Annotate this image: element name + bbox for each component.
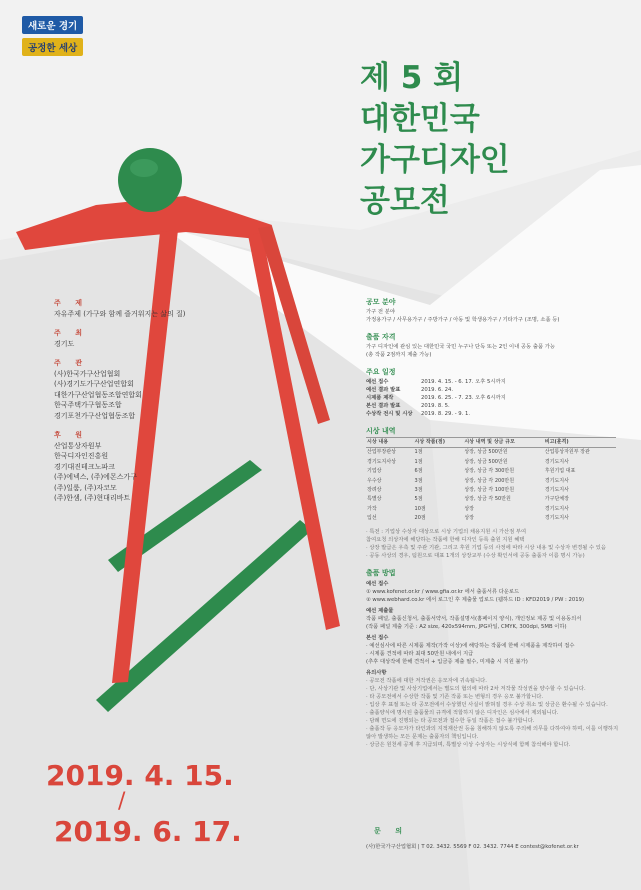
caution-line: · 공모전 작품에 대한 저작권은 응모자에 귀속됩니다.: [366, 677, 487, 684]
final-heading: 본선 접수: [366, 634, 389, 641]
table-cell: 경기도지사: [544, 487, 569, 494]
table-cell: 우수상: [367, 477, 382, 484]
schedule-list: [366, 378, 616, 418]
schedule-key: 시제품 제작: [366, 395, 394, 401]
organizer-item: (사)한국가구산업협회: [54, 369, 121, 378]
ball-highlight: [130, 159, 158, 177]
organizer-label: 주 관: [54, 359, 88, 367]
organizer-item: (사)경기도가구산업연합회: [54, 380, 134, 388]
docs-heading: 예선 제출물: [366, 607, 394, 614]
field-line: 가구 전 분야: [366, 309, 395, 315]
table-cell: 입선: [367, 515, 377, 522]
schedule-value: 2019. 8. 29. - 9. 1.: [421, 411, 471, 417]
qualification-line: (총 작품 2점까지 제출 가능): [366, 352, 432, 358]
table-cell: 경기도지사: [544, 505, 569, 512]
table-cell: 특별상: [367, 496, 382, 503]
title-line: 대한민국: [360, 101, 480, 137]
table-cell: 산업부장관상: [367, 449, 396, 456]
column-header: 시상 내용: [366, 438, 414, 448]
organizer-item: 한국주택가구협동조합: [54, 401, 122, 409]
table-row: [366, 458, 616, 467]
contest-details: [366, 298, 619, 749]
table-cell: 가구단체장: [544, 496, 569, 503]
schedule-key: 예선 결과 발표: [366, 387, 401, 393]
sponsor-item: (주)에넥스, (주)에몬스가구: [54, 473, 137, 481]
contact-line: (사)한국가구산업협회 | T 02. 3432. 5569 F 02. 3432. 7744 E contest@kofenet.or.kr: [366, 844, 579, 850]
start-date: 2019. 4. 15.: [46, 759, 234, 792]
caution-line: · 상금은 원천세 공제 후 지급되며, 특별상 이상 수상자는 시상식에 함께 참석해야 합니다.: [366, 741, 571, 748]
light-wall-panel: [0, 0, 641, 240]
table-row: [366, 448, 616, 458]
table-cell: 경기도지사: [544, 477, 569, 484]
sponsor-item: (주)일룸, (주)자코모: [54, 483, 117, 492]
host-label: 주 최: [54, 329, 88, 337]
table-cell: 상장, 상금 각 50만원: [464, 496, 511, 503]
subject-label: 주 제: [54, 299, 88, 307]
prelim-line: ① www.kofenet.or.kr / www.gfia.or.kr 에서 출품서류 다운로드: [366, 588, 520, 595]
sponsor-label: 후 원: [54, 431, 88, 439]
end-date: 2019. 6. 17.: [54, 815, 242, 848]
table-cell: 상장, 상금 각 200만원: [464, 477, 515, 484]
table-row: [366, 477, 616, 486]
title-line: 공모전: [360, 183, 450, 219]
table-row: [366, 486, 616, 495]
schedule-value: 2019. 8. 5.: [421, 403, 450, 409]
sponsor-item: 경기대진테크노파크: [54, 462, 115, 471]
table-cell: 상장, 상금 각 100만원: [464, 487, 515, 494]
table-row: [366, 514, 616, 523]
table-cell: 산업통상자원부 장관: [544, 449, 590, 456]
table-cell: 경기도지사: [544, 458, 569, 465]
awards-table: [366, 437, 616, 524]
sponsor-item: (주)한샘, (주)현대리바트: [54, 494, 131, 502]
table-cell: 상장, 상금 각 300만원: [464, 468, 515, 475]
final-line: · 시제품 견적에 따라 최대 50만원 내에서 지급: [366, 650, 474, 657]
caution-line: · 담례 면도에 진행되는 타 공모전과 접수한 동일 작품은 접수 불가합니다.: [366, 717, 535, 724]
subject-text: 자유주제 (가구와 함께 즐거워지는 삶의 질): [54, 309, 186, 318]
title-line: 가구디자인: [360, 142, 510, 178]
table-cell: 경기도지사상: [367, 458, 396, 465]
column-header: 시상 작품(점): [414, 438, 464, 448]
final-line: (추후 대상작에 한해 견적서 + 입금증 제출 필수, 미제출 시 지원 불가): [366, 658, 528, 665]
table-cell: 상장, 상금 500만원: [464, 458, 508, 465]
schedule-key: 본선 결과 발표: [366, 403, 401, 409]
table-row: [366, 495, 616, 504]
field-line: 가정용가구 / 사무용가구 / 주방가구 / 아동 및 학생용가구 / 기타가구 (조명, 소품 등): [366, 317, 560, 323]
schedule-key: 수상작 전시 및 시상: [366, 411, 413, 417]
table-cell: 6점: [414, 468, 423, 475]
caution-line: 않아 발생하는 모든 문제는 출품자의 책임입니다.: [366, 733, 479, 740]
organizer-info: [54, 298, 186, 504]
schedule-value: 2019. 4. 15. - 6. 17. 오후 5시까지: [421, 379, 506, 385]
table-row: [366, 467, 616, 476]
caution-line: · 단, 사상기관 및 사상기업에서는 별도의 협의에 따라 2차 저작물 작성권을 양수할 수 있습니다.: [366, 685, 586, 692]
award-note: · 상장 발급은 우측 및 주관 기관, 그리고 후원 기업 등의 사정에 따라 시상 내용 및 수상자 변경될 수 있음: [366, 544, 607, 551]
table-cell: 경기도지사: [544, 515, 569, 522]
caution-line: · 입상 후 표절 또는 타 공모전에서 수상했던 사실이 밝혀질 경우 수상 취소 및 상금은 환수될 수 있습니다.: [366, 701, 608, 708]
caution-line: · 타 공모전에서 수상한 작품 및 기존 작품 또는 변형의 경우 응모 불가합니다.: [366, 693, 544, 700]
award-note: · 공동 사상의 경우, 팀원으로 대표 1개의 상장교부 (수상 확인서에 공동 출품자 이름 명시 가능): [366, 552, 585, 559]
final-line: · 예선심사에 따른 시제품 제작(가작 이상)에 해당하는 작품에 한해 시제품을 제작하여 접수: [366, 642, 575, 649]
column-header: 시상 내역 및 상금 규모: [463, 438, 543, 448]
contest-title: [360, 58, 510, 222]
field-heading: 공모 분야: [366, 298, 396, 306]
table-header-row: [366, 438, 616, 448]
green-ball: [118, 148, 182, 212]
date-separator: /: [118, 789, 126, 814]
schedule-value: 2019. 6. 25. - 7. 23. 오후 6시까지: [421, 395, 506, 401]
new-gyeonggi-badge: 새로운 경기: [22, 16, 83, 34]
qualification-heading: 출품 자격: [366, 333, 396, 341]
caution-line: · 출품양식에 명시된 출품물의 규격에 적합하지 않은 디자인은 심사에서 제외됩니다.: [366, 709, 559, 716]
sponsor-item: 한국디자인진흥원: [54, 452, 109, 460]
award-note: 참여요청 의상자에 해당하는 작품에 한해 디자인 등록 출원 지원 혜택: [366, 536, 525, 543]
table-cell: 10점: [414, 505, 426, 512]
table-cell: 기업상: [367, 468, 382, 475]
host-text: 경기도: [54, 339, 75, 348]
title-line: 제 5 회: [360, 60, 464, 96]
prelim-line: ② www.webhard.co.kr 에서 로그인 후 제출물 업로드 (웹하드 ID : KFD2019 / PW : 2019): [366, 596, 585, 603]
schedule-value: 2019. 6. 24.: [421, 387, 454, 393]
table-cell: 5점: [414, 496, 423, 503]
table-cell: 1점: [414, 458, 423, 465]
table-row: [366, 505, 616, 514]
table-cell: 3점: [414, 487, 423, 494]
prelim-heading: 예선 접수: [366, 580, 389, 587]
table-cell: 상장, 상금 500만원: [464, 449, 508, 456]
table-cell: 상장: [464, 515, 475, 522]
award-note: · 특전 : 기업상 수상자 대상으로 시상 기업의 채용지원 시 가산점 부여: [366, 528, 527, 535]
column-header: 비고(훈격): [544, 438, 616, 448]
sponsor-item: 산업통상자원부: [54, 441, 102, 450]
table-cell: 후원기업 대표: [544, 468, 576, 475]
contact-block: [366, 826, 579, 850]
docs-line: (작품 패널 제출 기준 : A2 size, 420x594mm, JPG파일, CMYK, 300dpi, 5MB 이하): [366, 623, 567, 630]
table-cell: 장려상: [367, 487, 382, 494]
schedule-key: 예선 접수: [366, 379, 389, 385]
awards-heading: 시상 내역: [366, 427, 396, 435]
table-cell: 상장: [464, 505, 475, 512]
qualification-line: 가구 디자인에 관심 있는 대한민국 국민 누구나 단독 또는 2인 이내 공동 출품 가능: [366, 344, 555, 350]
table-cell: 3점: [414, 477, 423, 484]
caution-heading: 유의사항: [366, 669, 387, 676]
table-cell: 1점: [414, 449, 423, 456]
schedule-heading: 주요 일정: [366, 368, 396, 376]
table-cell: 20점: [414, 515, 426, 522]
caution-line: · 출품작 등 응모자가 타인과의 지적재산권 등을 침해하지 않도록 주의해 의무를 다하여야 하며, 이를 이행하지: [366, 725, 619, 732]
organizer-item: 대한가구산업협동조합연합회: [54, 390, 142, 399]
docs-line: 작품 패널, 출품신청서, 출품서약서, 작품설명서(홈페이지 양식), 개인정보 제공 및 이용동의서: [366, 615, 582, 622]
fair-world-badge: 공정한 세상: [22, 38, 83, 56]
table-cell: 가작: [367, 505, 377, 512]
organizer-item: 경기포천가구산업협동조합: [54, 411, 136, 420]
submission-heading: 출품 방법: [366, 568, 396, 577]
contact-label: 문 의: [374, 827, 408, 835]
